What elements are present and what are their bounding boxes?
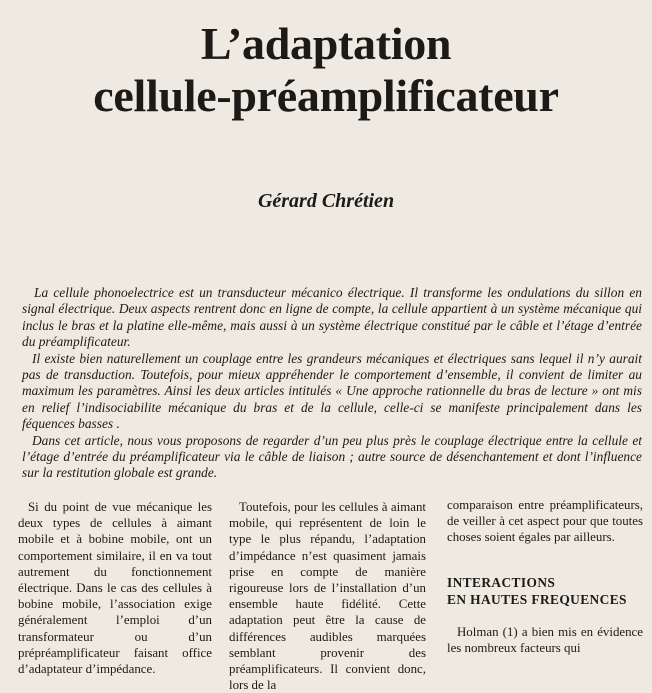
- section-heading: [447, 574, 643, 608]
- body-paragraph: Holman (1) a bien mis en évidence les nombreux facteurs qui: [447, 624, 643, 655]
- body-paragraph: Si du point de vue mécanique les deux types de cellules à aimant mobile et à bobine mobile, ont un comportement similaire, il en va tout autrement du fonctionnement électrique. Dans le cas des cellules à bobine mobile, l’association exige généralement l’emploi d’un transformateur ou d’un prépréamplificateur faisant office d’adaptateur d’impédance.: [18, 500, 212, 677]
- abstract-paragraph-3: Dans cet article, nous vous proposons de regarder d’un peu plus près le couplage électrique entre la cellule et l’étage d’entrée du préamplificateur via le câble de liaison ; autre source de désenchantement et dont l’influence sur la restitution globale est grande.: [22, 432, 642, 481]
- body-column-3: [447, 497, 643, 656]
- body-paragraph: Toutefois, pour les cellules à aimant mobile, qui représentent de loin le type le plus répandu, l’adaptation d’impédance n’est quasiment jamais prise en compte de manière rigoureuse lors de l’installation d’un ensemble haute fidélité. Cette adaptation peut être la cause de différences audibles marquées semblant provenir des préamplificateurs. Il convient donc, lors de la: [229, 500, 426, 693]
- abstract-paragraph-1: La cellule phonoelectrice est un transducteur mécanico électrique. Il transforme les ondulations du sillon en signal électrique. Deux aspects rentrent donc en ligne de compte, la cellule appartient à un système mécanique qui inclus le bras et la platine elle-même, mais aussi à un système électrique constitué par le câble et l’étage d’entrée du préamplificateur.: [22, 285, 642, 350]
- body-paragraph: comparaison entre préamplificateurs, de veiller à cet aspect pour que toutes choses soient égales par ailleurs.: [447, 498, 643, 545]
- title-line-2: cellule-préamplificateur: [93, 70, 559, 121]
- article-title: [0, 18, 652, 122]
- section-heading-line-1: INTERACTIONS: [447, 574, 556, 590]
- section-heading-line-2: EN HAUTES FREQUENCES: [447, 591, 627, 607]
- title-line-1: L’adaptation: [200, 18, 452, 69]
- body-column-2: [229, 499, 426, 693]
- abstract: [22, 285, 642, 482]
- abstract-paragraph-2: Il existe bien naturellement un couplage entre les grandeurs mécaniques et électriques sans lequel il n’y aurait pas de transduction. Toutefois, pour mieux appréhender le comportement d’ensemble, il convient de limiter au maximum les paramètres. Ainsi les deux articles intitulés « Une approche rationnelle du bras de lecture » ont mis en relief l’indisociabilite mécanique du bras et de la cellule, celle-ci se manifeste principalement dans les féquences basses .: [22, 350, 642, 432]
- author-name: Gérard Chrétien: [257, 190, 395, 212]
- body-column-1: [18, 499, 212, 677]
